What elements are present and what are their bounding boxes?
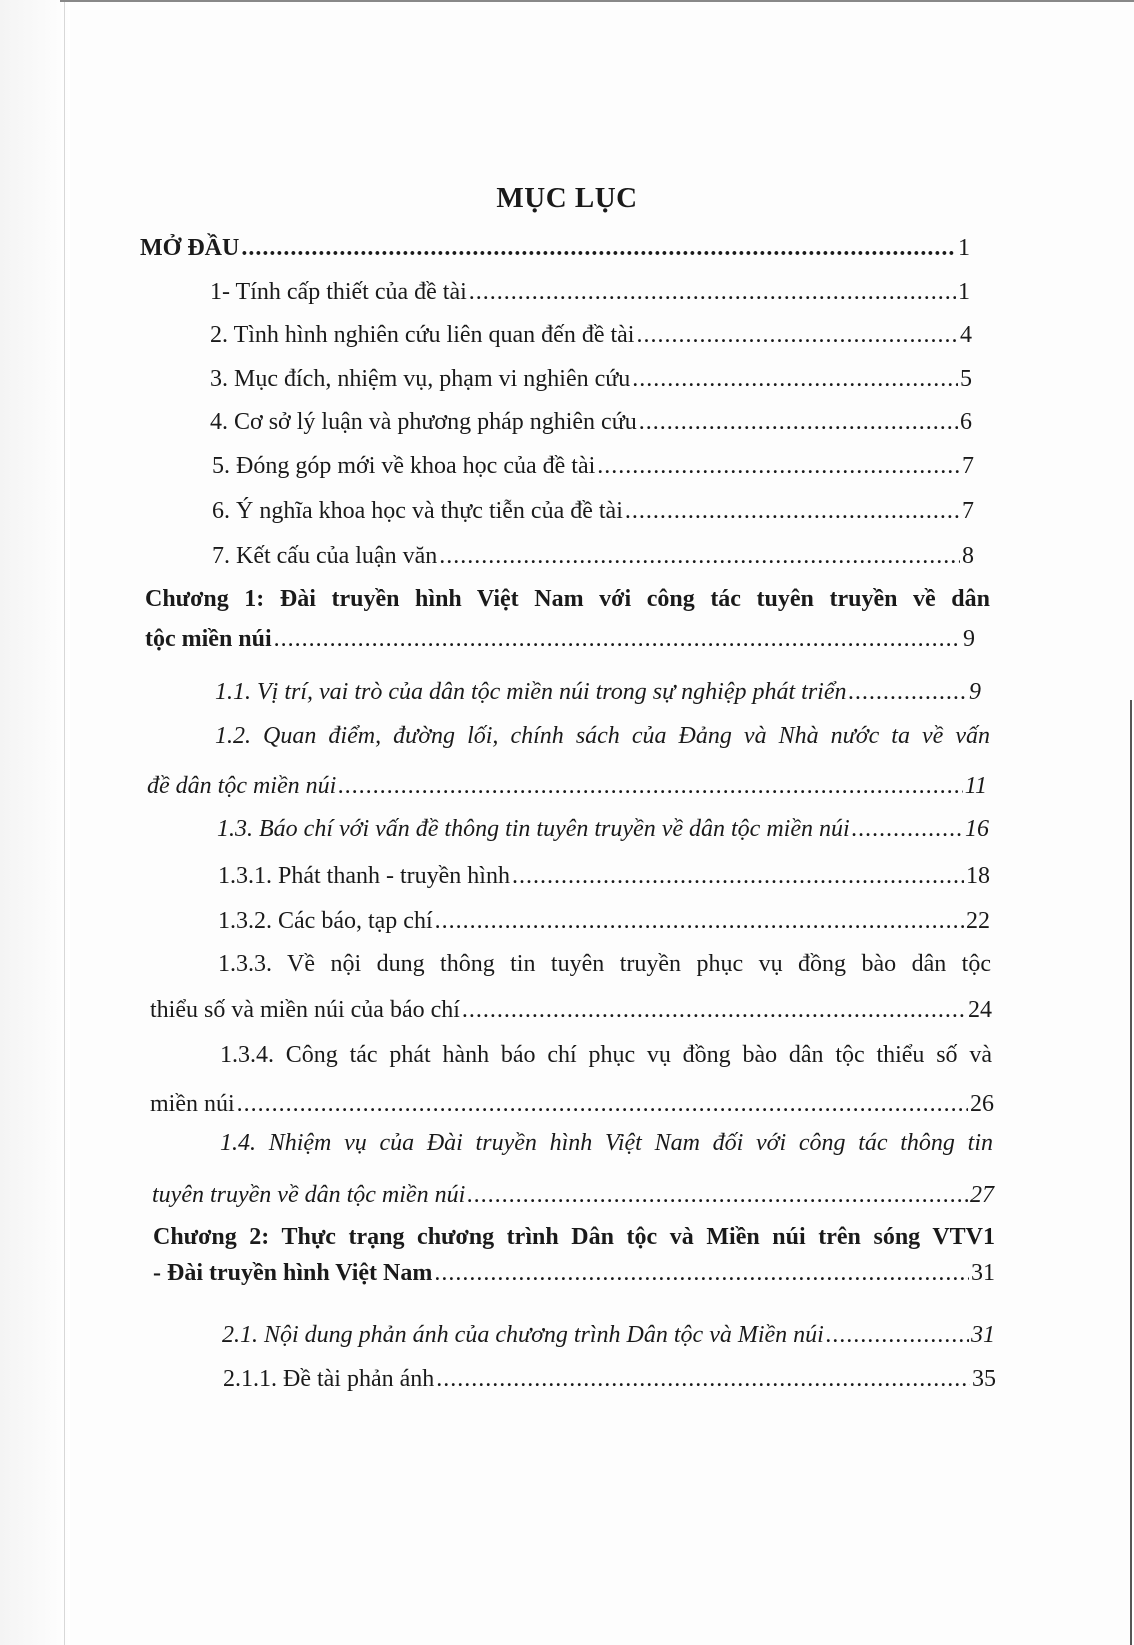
toc-chapter-entry (153, 1258, 995, 1288)
toc-entry-page: 31 (971, 1322, 995, 1348)
toc-entry (210, 277, 970, 307)
leader-dots (434, 1258, 969, 1288)
toc-entry-page: 31 (971, 1260, 995, 1286)
toc-entry-title: tuyên truyền về dân tộc miền núi (152, 1182, 466, 1208)
toc-entry-title: 3. Mục đích, nhiệm vụ, phạm vi nghiên cứu (210, 366, 631, 392)
toc-entry-page: 9 (963, 626, 975, 652)
toc-entry-title: đề dân tộc miền núi (147, 773, 337, 799)
toc-entry (210, 407, 972, 437)
toc-entry-intro (140, 233, 970, 263)
leader-dots (237, 1089, 968, 1119)
toc-entry-page: 22 (966, 908, 990, 934)
toc-entry-title: 2. Tình hình nghiên cứu liên quan đến đề tài (210, 322, 635, 348)
toc-entry-page: 27 (970, 1182, 994, 1208)
toc-entry-page: 8 (962, 543, 974, 569)
toc-entry-line: 1.4. Nhiệm vụ của Đài truyền hình Việt Nam đối với công tác thông tin (220, 1130, 993, 1156)
toc-entry (150, 995, 992, 1025)
leader-dots (274, 624, 961, 654)
leader-dots (436, 1364, 970, 1394)
toc-entry-page: 24 (968, 997, 992, 1023)
toc-entry-page: 7 (962, 453, 974, 479)
toc-entry (218, 906, 990, 936)
toc-entry-page: 1 (958, 235, 970, 261)
leader-dots (852, 814, 963, 844)
toc-entry (222, 1320, 995, 1350)
toc-entry-page: 9 (969, 679, 981, 705)
toc-entry-title: thiểu số và miền núi của báo chí (150, 997, 460, 1023)
toc-entry (215, 677, 981, 707)
leader-dots (639, 407, 958, 437)
leader-dots (826, 1320, 969, 1350)
toc-entry-page: 18 (966, 863, 990, 889)
leader-dots (439, 541, 960, 571)
leader-dots (636, 320, 958, 350)
toc-entry (152, 1180, 994, 1210)
toc-entry (210, 320, 972, 350)
toc-entry-page: 7 (962, 498, 974, 524)
toc-entry-title: 5. Đóng góp mới về khoa học của đề tài (212, 453, 596, 479)
toc-entry-line: 1.3.3. Về nội dung thông tin tuyên truyền phục vụ đồng bào dân tộc (218, 951, 991, 977)
toc-entry-title: 1.3.2. Các báo, tạp chí (218, 908, 433, 934)
toc-entry-line: 1.2. Quan điểm, đường lối, chính sách của Đảng và Nhà nước ta về vấn (215, 723, 990, 749)
toc-entry-title: 4. Cơ sở lý luận và phương pháp nghiên cứu (210, 409, 637, 435)
toc-entry (218, 861, 990, 891)
toc-entry-title: tộc miền núi (145, 626, 272, 652)
toc-entry (150, 1089, 994, 1119)
leader-dots (597, 451, 960, 481)
toc-entry-title: 2.1. Nội dung phản ánh của chương trình Dân tộc và Miền núi (222, 1322, 824, 1348)
toc-entry-title: 2.1.1. Đề tài phản ánh (223, 1366, 435, 1392)
toc-chapter-entry (145, 624, 975, 654)
toc-entry-line: 1.3.4. Công tác phát hành báo chí phục vụ đồng bào dân tộc thiểu số và (220, 1042, 992, 1068)
toc-entry-page: 5 (960, 366, 972, 392)
leader-dots (435, 906, 964, 936)
page-title: MỤC LỤC (496, 182, 638, 214)
toc-entry-title: 1.3. Báo chí với vấn đề thông tin tuyên truyền về dân tộc miền núi (217, 816, 850, 842)
toc-entry (217, 814, 989, 844)
toc-entry-page: 16 (965, 816, 989, 842)
toc-entry-title: MỞ ĐẦU (140, 235, 240, 261)
toc-entry (212, 496, 974, 526)
leader-dots (469, 277, 956, 307)
toc-entry (212, 451, 974, 481)
toc-entry (210, 364, 972, 394)
toc-entry (212, 541, 974, 571)
toc-entry-title: miền núi (150, 1091, 235, 1117)
toc-chapter-heading: Chương 1: Đài truyền hình Việt Nam với công tác tuyên truyền về dân (145, 586, 990, 612)
leader-dots (512, 861, 964, 891)
toc-entry (147, 771, 987, 801)
toc-entry (223, 1364, 996, 1394)
toc-entry-title: 1.3.1. Phát thanh - truyền hình (218, 863, 510, 889)
leader-dots (849, 677, 968, 707)
leader-dots (632, 364, 958, 394)
leader-dots (338, 771, 962, 801)
toc-entry-page: 4 (960, 322, 972, 348)
toc-entry-title: 1.1. Vị trí, vai trò của dân tộc miền núi trong sự nghiệp phát triển (215, 679, 847, 705)
toc-entry-title: 6. Ý nghĩa khoa học và thực tiễn của đề tài (212, 498, 623, 524)
leader-dots (467, 1180, 968, 1210)
leader-dots (462, 995, 966, 1025)
toc-entry-page: 1 (958, 279, 970, 305)
toc-entry-page: 26 (970, 1091, 994, 1117)
toc-chapter-heading: Chương 2: Thực trạng chương trình Dân tộc và Miền núi trên sóng VTV1 (153, 1224, 995, 1250)
toc-entry-title: - Đài truyền hình Việt Nam (153, 1260, 433, 1286)
toc-entry-page: 11 (964, 773, 987, 799)
leader-dots (241, 233, 956, 263)
toc-entry-title: 7. Kết cấu của luận văn (212, 543, 438, 569)
toc-entry-page: 35 (972, 1366, 996, 1392)
toc-entry-title: 1- Tính cấp thiết của đề tài (210, 279, 467, 305)
toc-entry-page: 6 (960, 409, 972, 435)
leader-dots (625, 496, 960, 526)
